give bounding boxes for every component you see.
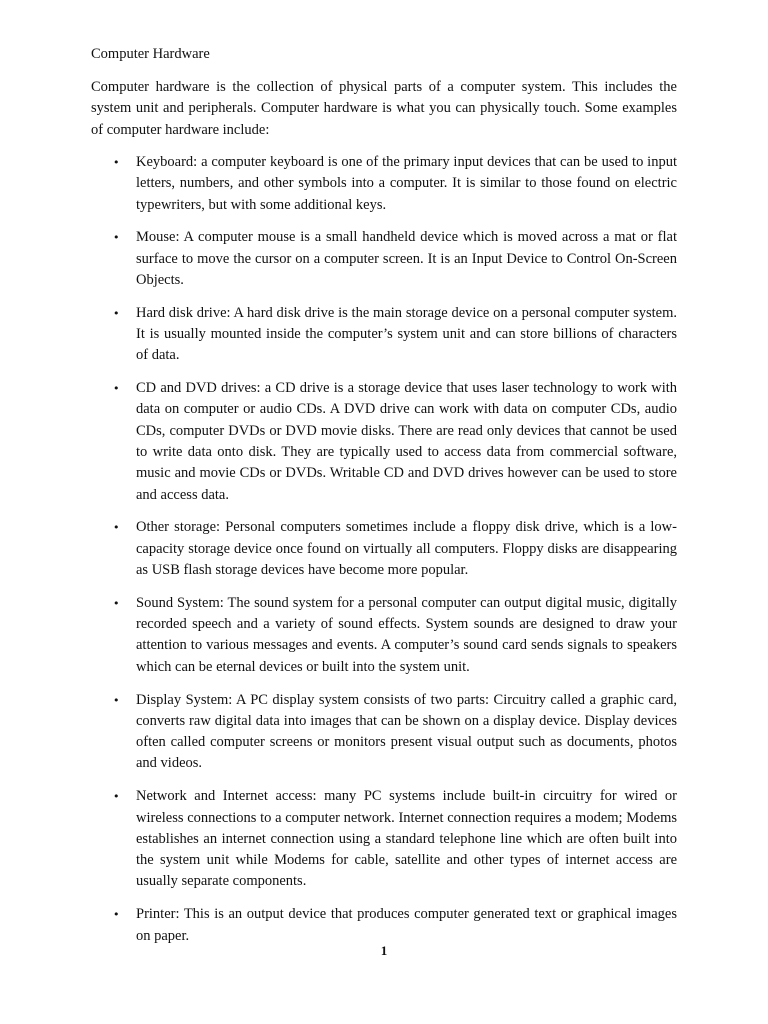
- list-item-display-system: [91, 690, 677, 775]
- list-item-text: Printer: This is an output device that produces computer generated text or graphical images on paper.: [136, 906, 677, 944]
- bullet-icon: •: [113, 693, 120, 707]
- list-item-hard-disk-drive: [91, 303, 677, 367]
- list-item-text: Network and Internet access: many PC systems include built-in circuitry for wired or wireless connections to a computer network. Internet connection requires a modem; Modems establishes an internet connection using a standard telephone line which are often built into the system unit while Modems for cable, satellite and other types of internet access are usually separate components.: [136, 788, 677, 890]
- list-item-cd-dvd-drives: [91, 378, 677, 506]
- list-item-printer: [91, 904, 677, 947]
- list-item-text: Keyboard: a computer keyboard is one of the primary input devices that can be used to input letters, numbers, and other symbols into a computer. It is similar to those found on electric typewriters, but with some additional keys.: [136, 154, 677, 213]
- list-item-sound-system: [91, 593, 677, 678]
- bullet-icon: •: [113, 790, 120, 804]
- list-item-network-internet: [91, 786, 677, 892]
- intro-paragraph: Computer hardware is the collection of physical parts of a computer system. This includes the system unit and peripherals. Computer hardware is what you can physically touch. Some examples of computer hardware include:: [91, 79, 677, 138]
- list-item-other-storage: [91, 517, 677, 581]
- bullet-icon: •: [113, 521, 120, 535]
- list-item-text: CD and DVD drives: a CD drive is a storage device that uses laser technology to work with data on computer or audio CDs. A DVD drive can work with data on computer CDs, audio CDs, computer DVDs or DVD movie disks. There are read only devices that cannot be used to write data onto disk. They are typically used to access data from commercial software, music and movie CDs or DVDs. Writable CD and DVD drives however can be used to store and access data.: [136, 380, 677, 503]
- bullet-icon: •: [113, 382, 120, 396]
- list-item-text: Hard disk drive: A hard disk drive is the main storage device on a personal computer system. It is usually mounted inside the computer’s system unit and can store billions of characters of data.: [136, 304, 677, 364]
- list-item-text: Sound System: The sound system for a personal computer can output digital music, digitally recorded speech and a variety of sound effects. System sounds are designed to draw your attention to various messages and events. A computer’s sound card sends signals to speakers which can be eternal devices or built into the system unit.: [136, 594, 677, 675]
- list-item-text: Other storage: Personal computers sometimes include a floppy disk drive, which is a low-capacity storage device once found on virtually all computers. Floppy disks are disappearing as USB flash storage devices have become more popular.: [136, 519, 677, 579]
- list-item-mouse: [91, 227, 677, 291]
- page-number: 1: [380, 943, 388, 958]
- document-title: Computer Hardware: [91, 46, 210, 62]
- bullet-icon: •: [113, 306, 120, 320]
- bullet-icon: •: [113, 908, 120, 922]
- bullet-icon: •: [113, 156, 120, 169]
- hardware-list: [91, 152, 677, 958]
- bullet-icon: •: [113, 231, 120, 245]
- list-item-keyboard: [91, 152, 677, 216]
- list-item-text: Display System: A PC display system consists of two parts: Circuitry called a graphic card, converts raw digital data into images that can be shown on a display device. Display devices often called computer screens or monitors present visual output such as documents, photos and videos.: [136, 691, 677, 772]
- list-item-text: Mouse: A computer mouse is a small handheld device which is moved across a mat or flat surface to move the cursor on a computer screen. It is an Input Device to Control On-Screen Objects.: [136, 229, 677, 288]
- bullet-icon: •: [113, 596, 120, 610]
